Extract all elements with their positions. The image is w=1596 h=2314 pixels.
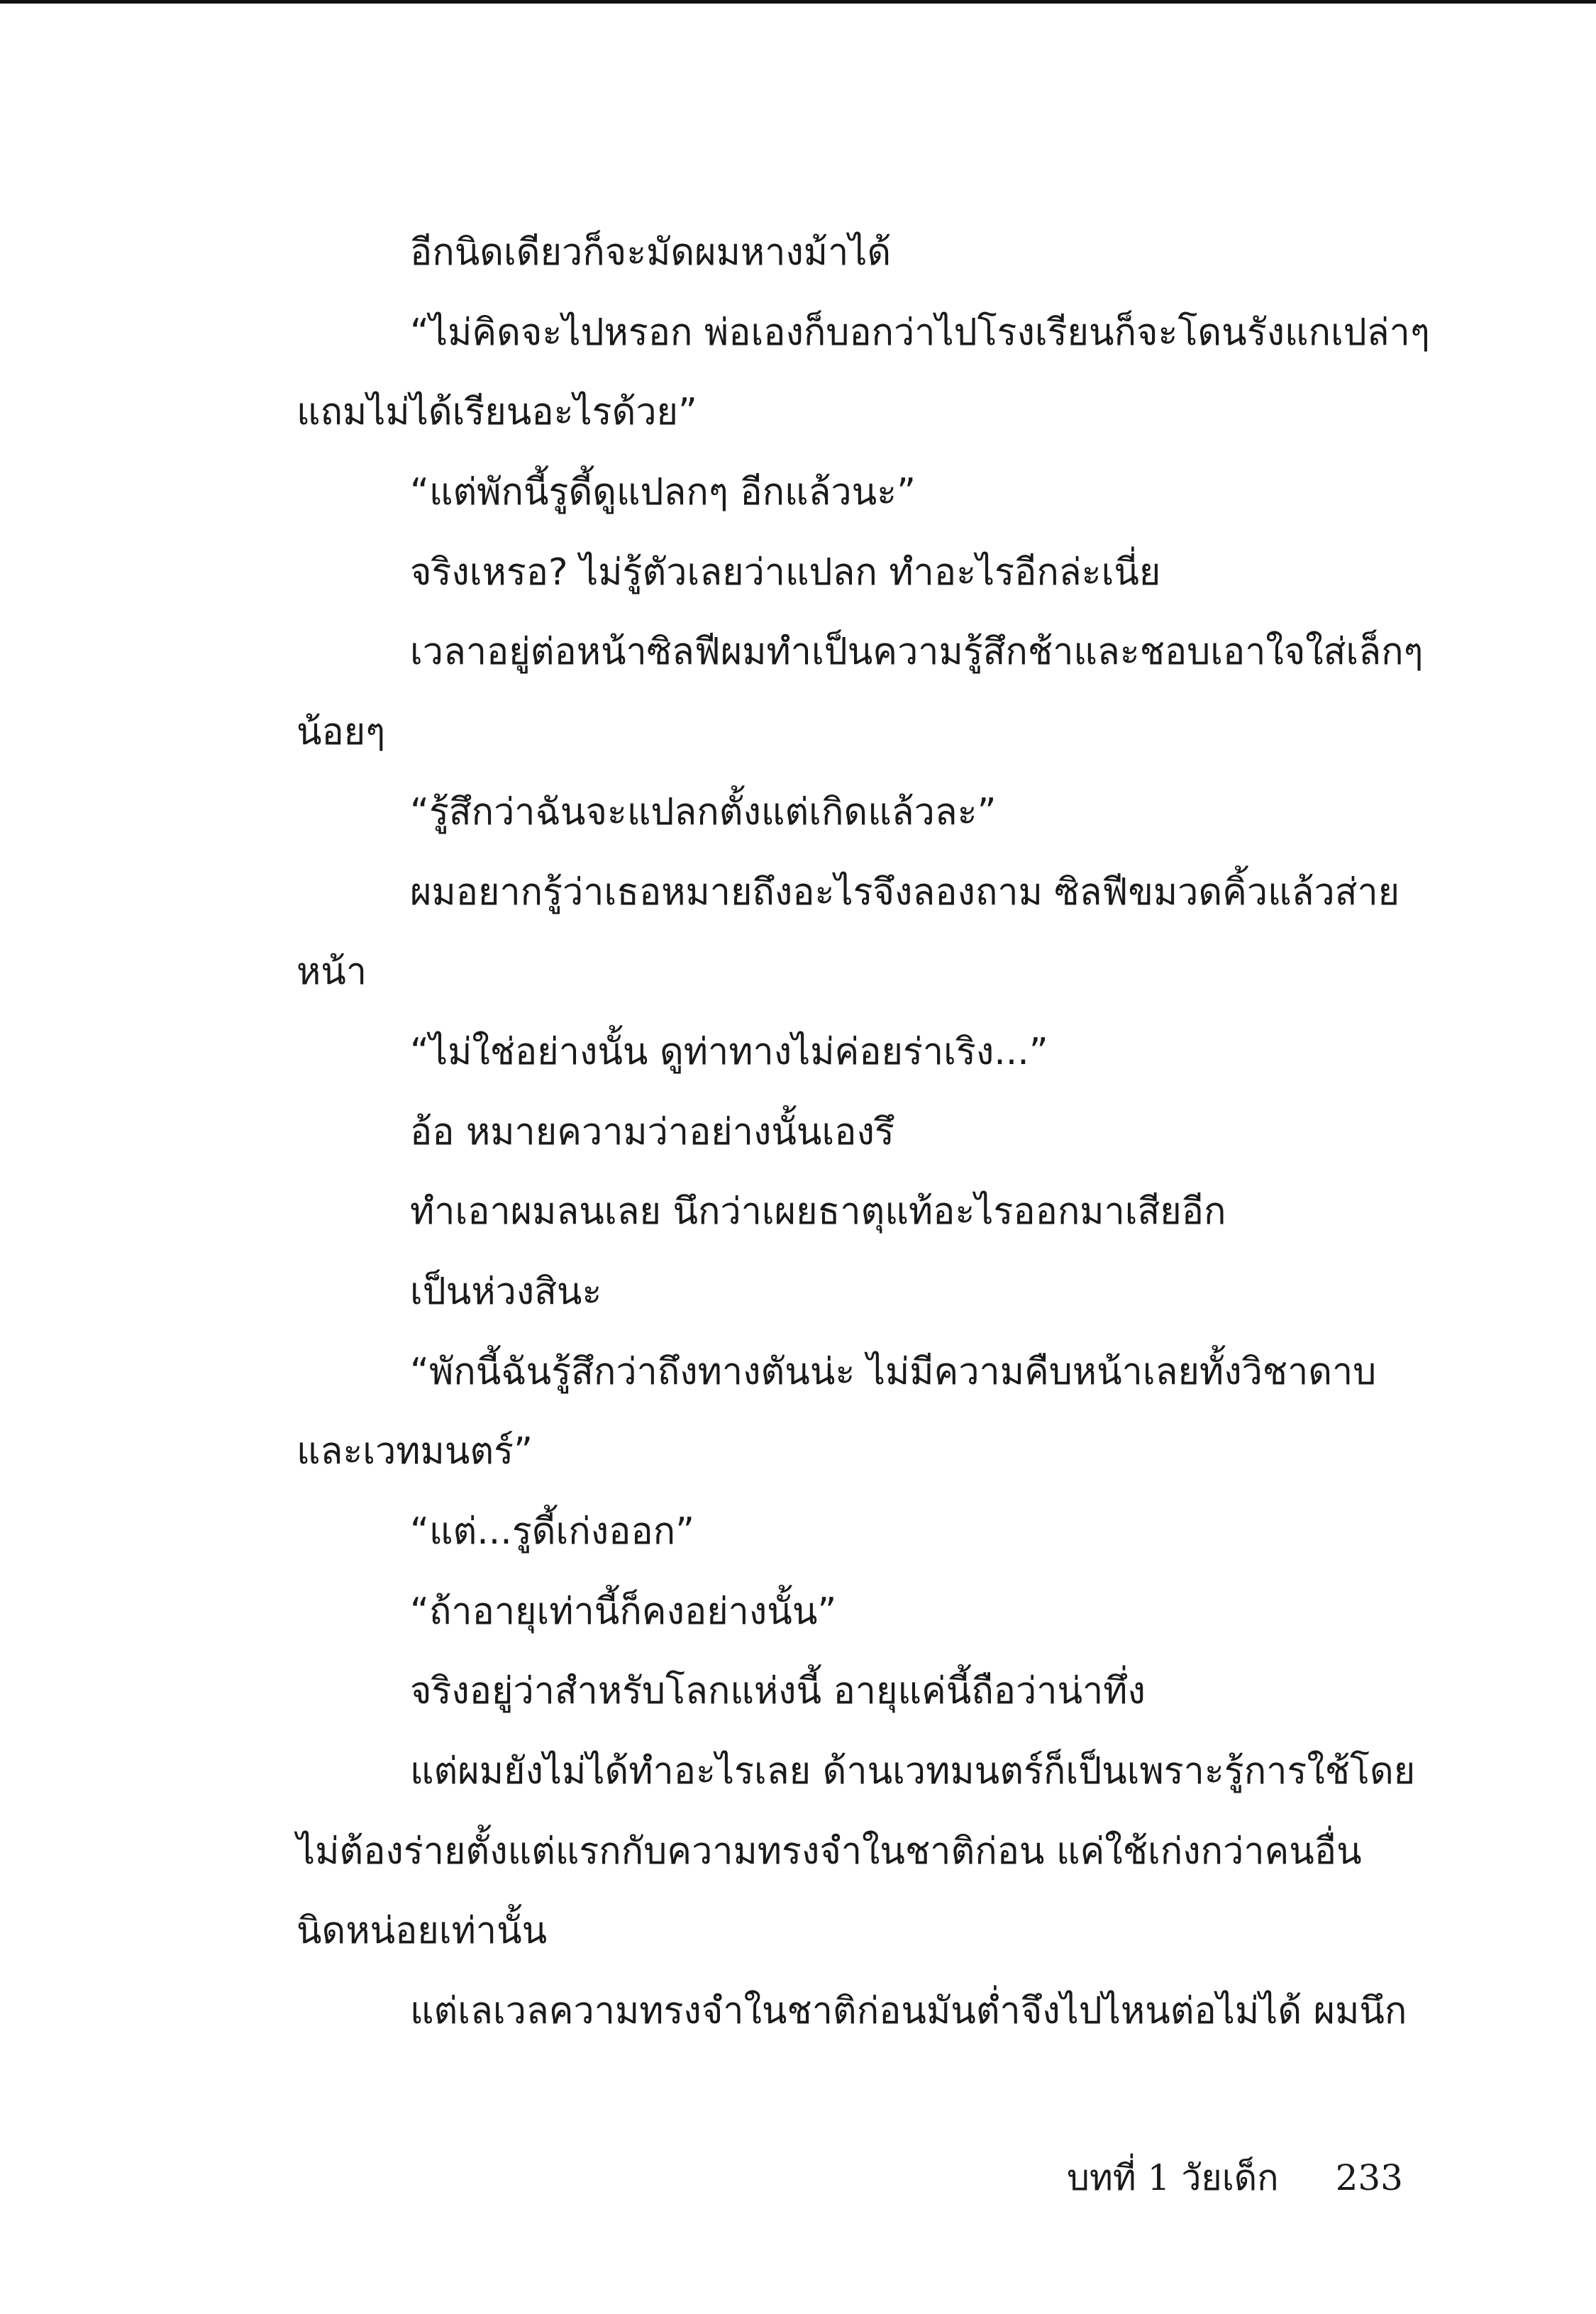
top-border-rule [0, 0, 1596, 4]
chapter-title: บทที่ 1 วัยเด็ก [1067, 2157, 1279, 2198]
paragraph-line: ทำเอาผมลนเลย นึกว่าเผยธาตุแท้อะไรออกมาเสียอีก [410, 1190, 1226, 1234]
paragraph-line: และเวทมนตร์” [297, 1430, 533, 1473]
paragraph-line: “พักนี้ฉันรู้สึกว่าถึงทางตันน่ะ ไม่มีความคืบหน้าเลยทั้งวิชาดาบ [410, 1350, 1377, 1393]
paragraph-line: อ้อ หมายความว่าอย่างนั้นเองรึ [410, 1110, 894, 1153]
paragraph-line: “แต่พักนี้รูดี้ดูแปลกๆ อีกแล้วนะ” [410, 471, 916, 514]
paragraph-line: น้อยๆ [297, 711, 386, 754]
paragraph-line: “ไม่ใช่อย่างนั้น ดูท่าทางไม่ค่อยร่าเริง...” [410, 1030, 1048, 1073]
paragraph-line: แต่เลเวลความทรงจำในชาติก่อนมันต่ำจึงไปไหนต่อไม่ได้ ผมนึก [410, 1990, 1407, 2033]
paragraph-line: นิดหน่อยเท่านั้น [297, 1910, 548, 1953]
paragraph-line: จริงเหรอ? ไม่รู้ตัวเลยว่าแปลก ทำอะไรอีกล่ะเนี่ย [410, 550, 1161, 594]
paragraph-line: หน้า [297, 951, 367, 994]
paragraph-line: “ถ้าอายุเท่านี้ก็คงอย่างนั้น” [410, 1590, 837, 1633]
page-body [297, 213, 1430, 2052]
paragraph-line: ไม่ต้องร่ายตั้งแต่แรกกับความทรงจำในชาติก่อน แค่ใช้เก่งกว่าคนอื่น [297, 1829, 1362, 1873]
paragraph-line: เป็นห่วงสินะ [410, 1270, 602, 1313]
paragraph-line: ผมอยากรู้ว่าเธอหมายถึงอะไรจึงลองถาม ซิลฟีขมวดคิ้วแล้วส่าย [410, 870, 1400, 914]
page-number: 233 [1335, 2157, 1403, 2198]
paragraph-line: อีกนิดเดียวก็จะมัดผมหางม้าได้ [410, 231, 892, 274]
page-footer [1067, 2149, 1403, 2206]
paragraph-line: “รู้สึกว่าฉันจะแปลกตั้งแต่เกิดแล้วละ” [410, 790, 997, 834]
paragraph-line: แถมไม่ได้เรียนอะไรด้วย” [297, 391, 697, 434]
paragraph-line: “ไม่คิดจะไปหรอก พ่อเองก็บอกว่าไปโรงเรียนก็จะโดนรังแกเปล่าๆ [410, 311, 1430, 354]
paragraph-line: “แต่...รูดี้เก่งออก” [410, 1510, 695, 1553]
paragraph-line: แต่ผมยังไม่ได้ทำอะไรเลย ด้านเวทมนตร์ก็เป็นเพราะรู้การใช้โดย [410, 1750, 1416, 1793]
paragraph-line: เวลาอยู่ต่อหน้าซิลฟีผมทำเป็นความรู้สึกช้าและชอบเอาใจใส่เล็กๆ [410, 631, 1424, 674]
paragraph-line: จริงอยู่ว่าสำหรับโลกแห่งนี้ อายุแค่นี้ถือว่าน่าทึ่ง [410, 1670, 1146, 1713]
